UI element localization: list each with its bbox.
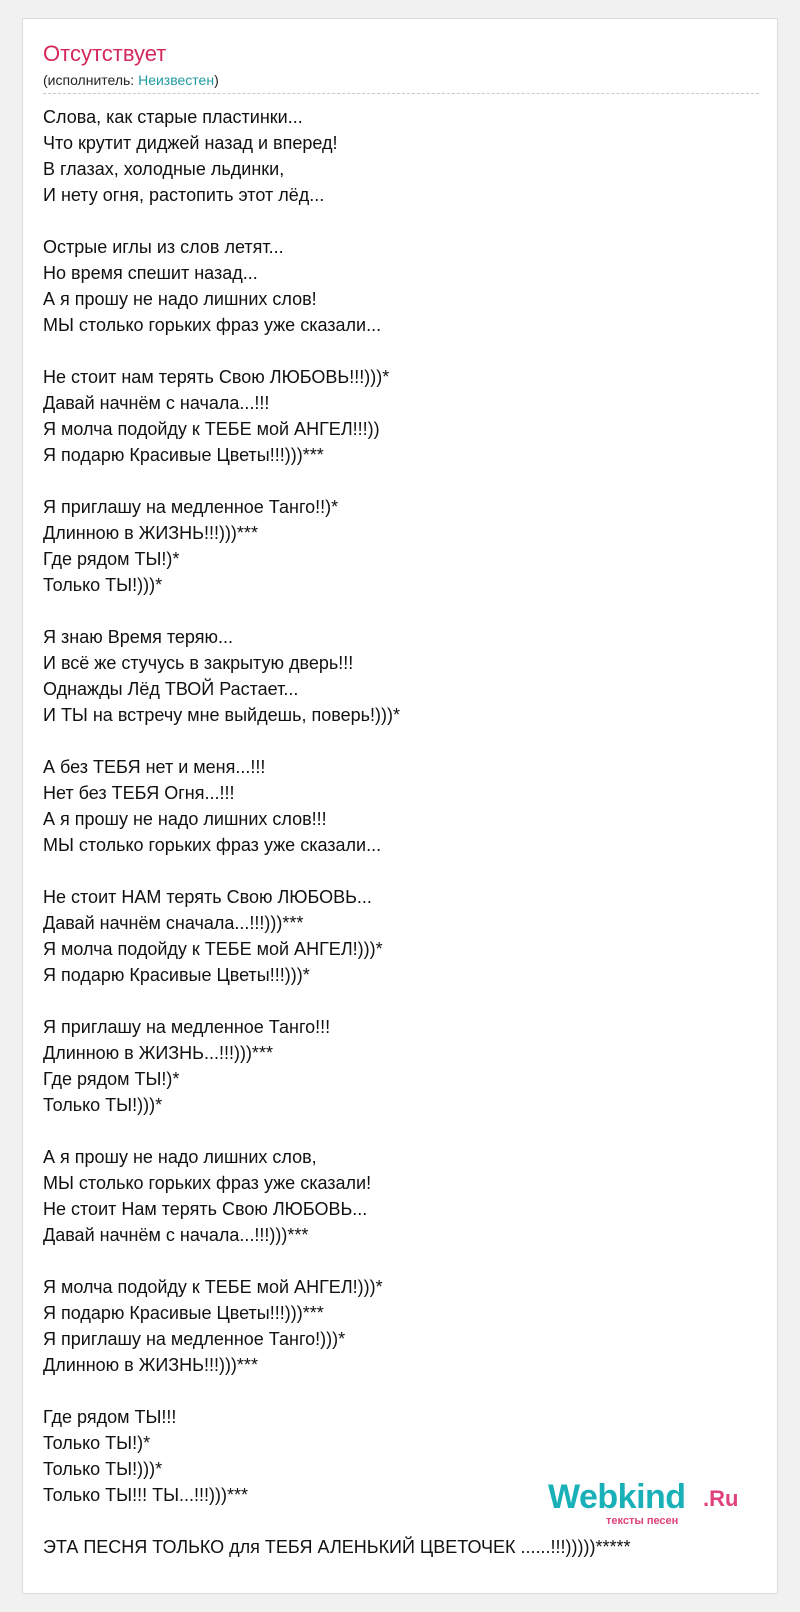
lyric-line: Длинною в ЖИЗНЬ!!!)))*** (43, 523, 258, 543)
lyric-line: Но время спешит назад... (43, 263, 258, 283)
stanza-gap (43, 1378, 759, 1404)
lyric-line: Давай начнём с начала...!!! (43, 393, 270, 413)
lyric-line: А я прошу не надо лишних слов!!! (43, 809, 327, 829)
lyric-line: И ТЫ на встречу мне выйдешь, поверь!)))* (43, 705, 400, 725)
lyric-line: И нету огня, растопить этот лёд... (43, 185, 325, 205)
performer-line (43, 73, 219, 87)
lyric-line: Только ТЫ!!! ТЫ...!!!)))*** (43, 1485, 249, 1505)
stanza-gap (43, 1118, 759, 1144)
lyric-line: Я подарю Красивые Цветы!!!)))*** (43, 445, 324, 465)
lyric-line: Не стоит Нам терять Свою ЛЮБОВЬ... (43, 1199, 368, 1219)
stanza-gap (43, 728, 759, 754)
site-watermark (548, 1480, 738, 1536)
lyric-line: Длинною в ЖИЗНЬ!!!)))*** (43, 1355, 258, 1375)
lyric-line: Я молча подойду к ТЕБЕ мой АНГЕЛ!!!)) (43, 419, 380, 439)
stanza-gap (43, 1248, 759, 1274)
lyric-line: Я молча подойду к ТЕБЕ мой АНГЕЛ!)))* (43, 1277, 383, 1297)
stanza-gap (43, 208, 759, 234)
watermark-domain-suffix: .Ru (703, 1486, 739, 1511)
lyric-line: МЫ столько горьких фраз уже сказали... (43, 315, 382, 335)
lyric-line: Я приглашу на медленное Танго!!! (43, 1017, 331, 1037)
lyric-line: Только ТЫ!)* (43, 1433, 151, 1453)
lyric-line: Где рядом ТЫ!!! (43, 1407, 177, 1427)
song-title: Отсутствует (43, 41, 167, 66)
lyric-line: Давай начнём с начала...!!!)))*** (43, 1225, 309, 1245)
watermark-tagline: тексты песен (606, 1515, 679, 1527)
lyric-line: Где рядом ТЫ!)* (43, 549, 180, 569)
lyric-line: Острые иглы из слов летят... (43, 237, 284, 257)
dashed-divider (43, 93, 759, 94)
lyric-line: А я прошу не надо лишних слов! (43, 289, 317, 309)
lyric-line: Слова, как старые пластинки... (43, 107, 303, 127)
performer-prefix: (исполнитель: (43, 72, 139, 88)
lyric-line: Я приглашу на медленное Танго!!)* (43, 497, 339, 517)
stanza-gap (43, 338, 759, 364)
lyric-line: Где рядом ТЫ!)* (43, 1069, 180, 1089)
lyric-line: Я приглашу на медленное Танго!)))* (43, 1329, 346, 1349)
lyric-line: Не стоит нам терять Свою ЛЮБОВЬ!!!)))* (43, 367, 390, 387)
stanza-gap (43, 988, 759, 1014)
lyric-line: Только ТЫ!)))* (43, 1459, 163, 1479)
lyric-line: А без ТЕБЯ нет и меня...!!! (43, 757, 266, 777)
lyric-line: И всё же стучусь в закрытую дверь!!! (43, 653, 354, 673)
lyric-line: Однажды Лёд ТВОЙ Растает... (43, 679, 299, 699)
lyric-line: Нет без ТЕБЯ Огня...!!! (43, 783, 235, 803)
lyrics-text (43, 104, 759, 1560)
lyric-line: Что крутит диджей назад и вперед! (43, 133, 338, 153)
watermark-brand: Webkind (548, 1478, 686, 1516)
lyric-line: Я подарю Красивые Цветы!!!)))*** (43, 1303, 324, 1323)
lyric-line: В глазах, холодные льдинки, (43, 159, 285, 179)
lyric-line: МЫ столько горьких фраз уже сказали! (43, 1173, 372, 1193)
lyric-line: Давай начнём сначала...!!!)))*** (43, 913, 304, 933)
stanza-gap (43, 468, 759, 494)
lyric-line: А я прошу не надо лишних слов, (43, 1147, 317, 1167)
lyric-line: Я знаю Время теряю... (43, 627, 233, 647)
lyric-line: Не стоит НАМ терять Свою ЛЮБОВЬ... (43, 887, 372, 907)
lyric-line: Я молча подойду к ТЕБЕ мой АНГЕЛ!)))* (43, 939, 383, 959)
performer-link[interactable]: Неизвестен (138, 72, 215, 88)
lyric-line: Длинною в ЖИЗНЬ...!!!)))*** (43, 1043, 273, 1063)
stanza-gap (43, 598, 759, 624)
lyric-line: Только ТЫ!)))* (43, 1095, 163, 1115)
lyric-line: Я подарю Красивые Цветы!!!)))* (43, 965, 310, 985)
lyric-line: МЫ столько горьких фраз уже сказали... (43, 835, 382, 855)
lyric-line: Только ТЫ!)))* (43, 575, 163, 595)
performer-suffix: ) (214, 72, 219, 88)
stanza-gap (43, 858, 759, 884)
lyrics-card (22, 18, 778, 1594)
lyric-line: ЭТА ПЕСНЯ ТОЛЬКО для ТЕБЯ АЛЕНЬКИЙ ЦВЕТОЧЕК ......!!!)))))***** (43, 1537, 631, 1557)
